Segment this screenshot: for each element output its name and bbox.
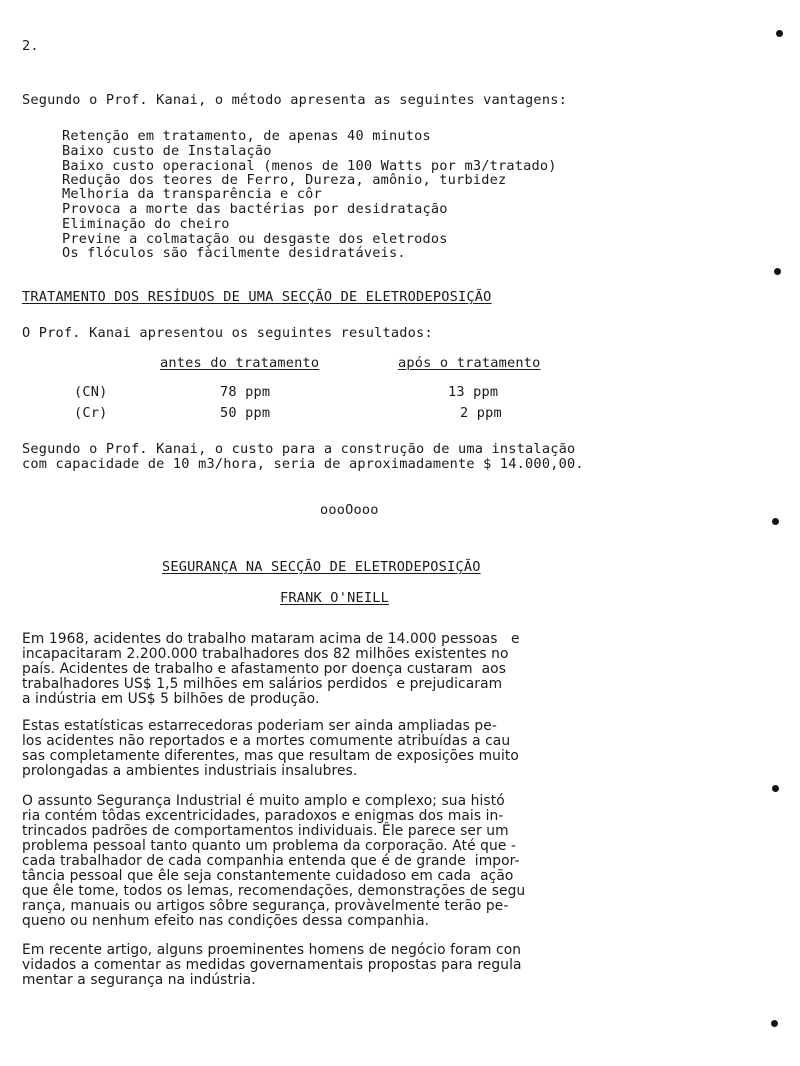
paragraph-line: Em 1968, acidentes do trabalho mataram acima de 14.000 pessoas e	[22, 631, 520, 647]
table-header-before: antes do tratamento	[160, 355, 320, 371]
paragraph-line: cada trabalhador de cada companhia entenda que é de grande impor-	[22, 853, 520, 869]
paragraph-line: queno ou nenhum efeito nas condições dessa companhia.	[22, 913, 430, 929]
section-title-safety: SEGURANÇA NA SECÇÃO DE ELETRODEPOSIÇÃO	[162, 559, 481, 575]
cost-line: com capacidade de 10 m3/hora, seria de aproximadamente $ 14.000,00.	[22, 456, 584, 472]
cost-line: Segundo o Prof. Kanai, o custo para a construção de uma instalação	[22, 441, 576, 457]
row-after-cr: 2 ppm	[460, 405, 502, 421]
binder-hole-mark	[771, 1020, 778, 1027]
list-item: Retenção em tratamento, de apenas 40 minutos	[62, 128, 431, 144]
paragraph-line: ria contém tôdas excentricidades, paradoxos e enigmas dos mais in-	[22, 808, 504, 824]
paragraph-line: O assunto Segurança Industrial é muito amplo e complexo; sua histó	[22, 793, 505, 809]
list-item: Os flóculos são fàcilmente desidratáveis.	[62, 245, 406, 261]
paragraph-line: Estas estatísticas estarrecedoras poderiam ser ainda ampliadas pe-	[22, 718, 497, 734]
page-number: 2.	[22, 38, 39, 54]
list-item: Baixo custo de Instalação	[62, 143, 272, 159]
list-item: Previne a colmatação ou desgaste dos eletrodos	[62, 231, 448, 247]
row-label-cr: (Cr)	[74, 405, 108, 421]
separator: oooOooo	[320, 502, 379, 518]
paragraph-line: trincados padrões de comportamentos individuais. Êle parece ser um	[22, 823, 509, 839]
paragraph-line: a indústria em US$ 5 bilhões de produção.	[22, 691, 320, 707]
list-item: Melhoria da transparência e côr	[62, 186, 322, 202]
list-item: Redução dos teores de Ferro, Dureza, amônio, turbidez	[62, 172, 507, 188]
row-before-cn: 78 ppm	[220, 384, 271, 400]
paragraph-line: trabalhadores US$ 1,5 milhões em salários perdidos e prejudicaram	[22, 676, 503, 692]
list-item: Provoca a morte das bactérias por desidratação	[62, 201, 448, 217]
paragraph-line: sas completamente diferentes, mas que resultam de exposições muito	[22, 748, 519, 764]
table-header-after: após o tratamento	[398, 355, 541, 371]
paragraph-line: los acidentes não reportados e a mortes comumente atribuídas a cau	[22, 733, 511, 749]
intro-line: Segundo o Prof. Kanai, o método apresenta as seguintes vantagens:	[22, 92, 567, 108]
row-after-cn: 13 ppm	[448, 384, 499, 400]
binder-hole-mark	[772, 518, 779, 525]
paragraph-line: incapacitaram 2.200.000 trabalhadores dos 82 milhões existentes no	[22, 646, 509, 662]
paragraph-line: problema pessoal tanto quanto um problema da corporação. Até que -	[22, 838, 517, 854]
list-item: Eliminação do cheiro	[62, 216, 230, 232]
author-name: FRANK O'NEILL	[280, 590, 389, 606]
results-intro: O Prof. Kanai apresentou os seguintes resultados:	[22, 325, 433, 341]
paragraph-line: rança, manuais ou artigos sôbre segurança, provàvelmente terão pe-	[22, 898, 509, 914]
row-label-cn: (CN)	[74, 384, 108, 400]
list-item: Baixo custo operacional (menos de 100 Watts por m3/tratado)	[62, 158, 557, 174]
paragraph-line: mentar a segurança na indústria.	[22, 972, 256, 988]
paragraph-line: que êle tome, todos os lemas, recomendações, demonstrações de segu	[22, 883, 526, 899]
paragraph-line: vidados a comentar as medidas governamentais propostas para regula	[22, 957, 522, 973]
paragraph-line: Em recente artigo, alguns proeminentes homens de negócio foram con	[22, 942, 522, 958]
paragraph-line: país. Acidentes de trabalho e afastamento por doença custaram aos	[22, 661, 506, 677]
row-before-cr: 50 ppm	[220, 405, 271, 421]
section-heading-residues: TRATAMENTO DOS RESÍDUOS DE UMA SECÇÃO DE ELETRODEPOSIÇÃO	[22, 289, 492, 305]
binder-hole-mark	[772, 785, 779, 792]
binder-hole-mark	[774, 268, 781, 275]
paragraph-line: prolongadas a ambientes industriais insalubres.	[22, 763, 358, 779]
paragraph-line: tância pessoal que êle seja constantemente cuidadoso em cada ação	[22, 868, 514, 884]
binder-hole-mark	[776, 30, 783, 37]
